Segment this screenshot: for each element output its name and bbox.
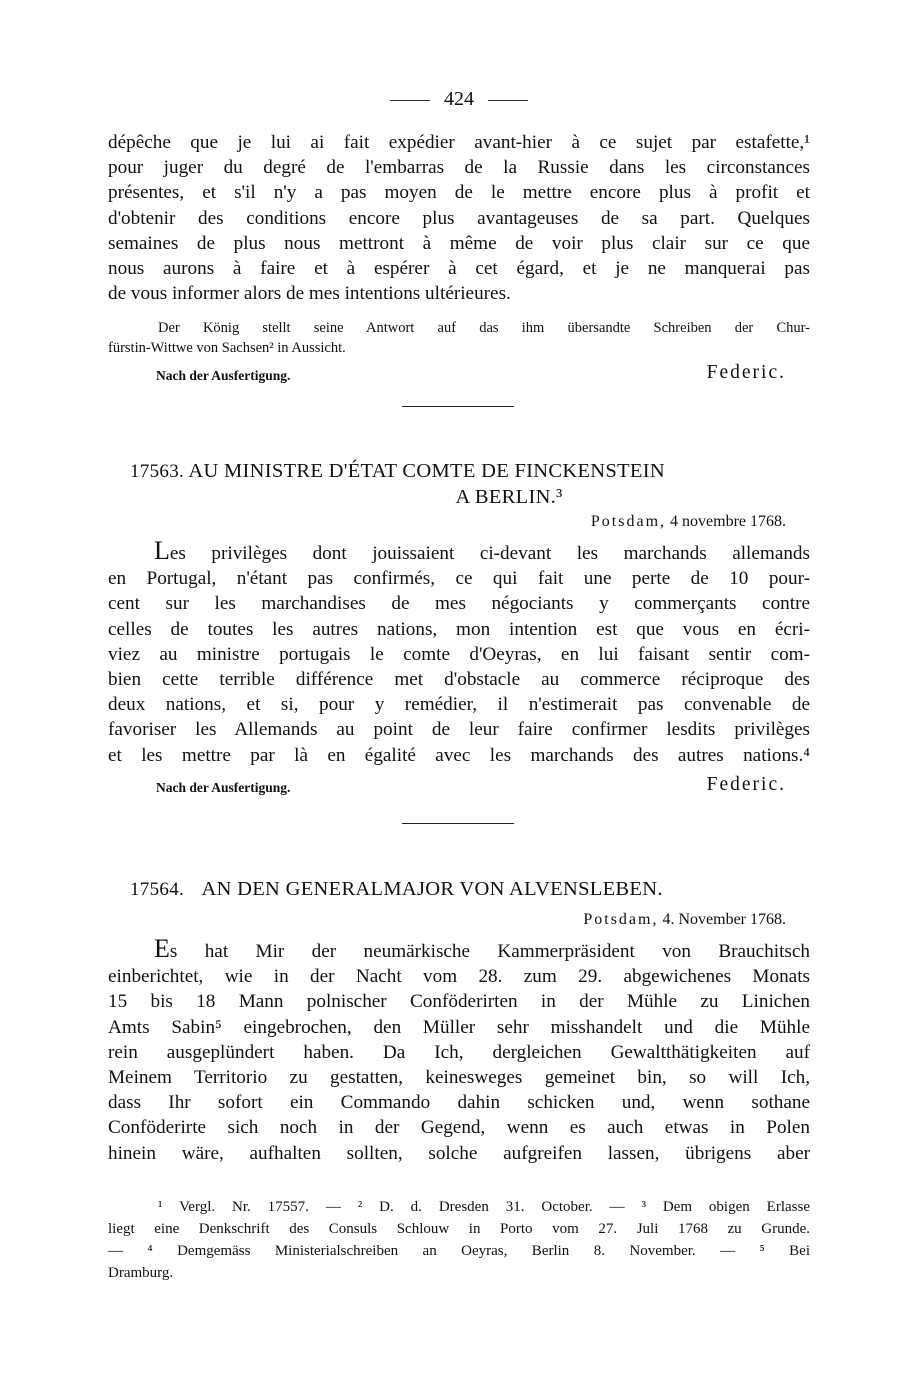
initial-letter: E [154,934,170,963]
letter-title-line2: A BERLIN.³ [455,486,563,508]
text-line: de vous informer alors de mes intentions ultérieures. [108,283,511,305]
text-line [108,934,810,964]
dateline-place: Potsdam, [590,513,667,530]
dateline-date: 4. November 1768. [662,911,786,928]
footnote-line: ¹ Vergl. Nr. 17557. — ² D. d. Dresden 31. October. — ³ Dem obigen Erlasse [158,1199,810,1215]
letter-title [108,878,810,901]
text-line: dass Ihr sofort ein Commando dahin schicken und, wenn sothane [108,1092,810,1114]
text-line: en Portugal, n'étant pas confirmés, ce qui fait une perte de 10 pour- [108,568,810,590]
text-line: présentes, et s'il n'y a pas moyen de le mettre encore plus à profit et [108,182,810,204]
text-line: dépêche que je lui ai fait expédier avant-hier à ce sujet par estafette,¹ [108,132,810,153]
text-line: nous aurons à faire et à espérer à cet égard, et je ne manquerai pas [108,257,810,279]
text-line: celles de toutes les autres nations, mon intention est que vous en écri- [108,618,810,640]
text-line: deux nations, et si, pour y remédier, il n'estimerait pas convenable de [108,694,810,716]
letter-title-line1: AU MINISTRE D'ÉTAT COMTE DE FINCKENSTEIN [188,460,665,482]
signature: Federic. [706,362,786,383]
page-number: 424 [444,88,474,110]
letter-title [108,460,810,483]
dateline-place: Potsdam, [583,911,659,928]
letter-number: 17563. [130,461,185,482]
text-line: semaines de plus nous mettront à même de voir plus clair sur ce que [108,232,810,254]
letter-title-second [108,486,810,509]
continuation-paragraph [108,130,810,306]
dateline [591,513,786,531]
section-divider [402,823,514,824]
initial-letter: L [154,536,170,565]
text-line: Meinem Territorio zu gestatten, keinesweges gemeinet bin, so will Ich, [108,1066,810,1088]
first-line-text: es privilèges dont jouissaient ci-devant les marchands allemands [169,543,810,564]
source-note: Nach der Ausfertigung. [156,368,291,383]
letter-signature-row [108,774,810,800]
footnotes [108,1196,810,1284]
header-dash-right [488,100,528,101]
dateline-date: 4 novembre 1768. [670,513,786,530]
signature: Federic. [706,774,786,795]
text-line: rein ausgeplündert haben. Da Ich, dergleichen Gewaltthätigkeiten auf [108,1041,810,1063]
text-line: favoriser les Allemands au point de leur faire confirmer lesdits privilèges [108,719,810,741]
page-header [108,88,810,111]
footnote-line: liegt eine Denkschrift des Consuls Schlouw in Porto vom 27. Juli 1768 zu Grunde. [108,1221,810,1237]
text-line: d'obtenir des conditions encore plus avantageuses de sa part. Quelques [108,207,810,229]
footnote-line: Dramburg. [108,1265,174,1281]
dateline [583,911,786,929]
section-divider [402,406,514,407]
text-line: hinein wäre, aufhalten sollten, solche aufgreifen lassen, übrigens aber [108,1142,810,1164]
text-line [108,536,810,566]
first-line-text: s hat Mir der neumärkische Kammerpräsident von Brauchitsch [169,941,810,962]
text-line: pour juger du degré de l'embarras de la Russie dans les circonstances [108,157,810,179]
note-line: Der König stellt seine Antwort auf das ihm übersandte Schreiben der Chur- [158,320,810,336]
letter-body [108,536,810,768]
note-line: fürstin-Wittwe von Sachsen² in Aussicht. [108,340,346,356]
text-line: bien cette terrible différence met d'obstacle au commerce réciproque des [108,668,810,690]
letter-number: 17564. [130,879,185,900]
editorial-note [108,318,810,358]
letter-body [108,934,810,1166]
text-line: et les mettre par là en égalité avec les marchands des autres nations.⁴ [108,744,810,766]
source-note: Nach der Ausfertigung. [156,780,291,795]
continuation-signature-row [108,362,810,388]
text-line: cent sur les marchandises de mes négociants y commerçants contre [108,593,810,615]
text-line: einberichtet, wie in der Nacht vom 28. zum 29. abgewichenes Monats [108,966,810,988]
text-line: 15 bis 18 Mann polnischer Conföderirten in der Mühle zu Linichen [108,991,810,1013]
text-line: Conföderirte sich noch in der Gegend, wenn es auch etwas in Polen [108,1117,810,1139]
text-line: Amts Sabin⁵ eingebrochen, den Müller sehr misshandelt und die Mühle [108,1016,810,1038]
header-dash-left [390,100,430,101]
footnote-line: — ⁴ Demgemäss Ministerialschreiben an Oeyras, Berlin 8. November. — ⁵ Bei [108,1243,810,1259]
text-line: viez au ministre portugais le comte d'Oeyras, en lui faisant sentir com- [108,643,810,665]
letter-title-line1: AN DEN GENERALMAJOR VON ALVENSLEBEN. [201,878,663,900]
